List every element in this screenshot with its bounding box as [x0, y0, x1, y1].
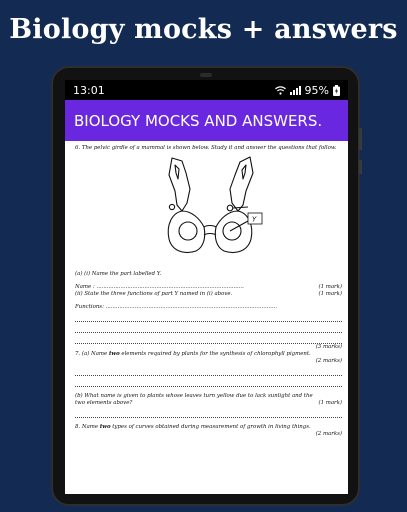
- marks-6-functions: (3 marks): [315, 344, 342, 350]
- volume-button: [359, 128, 362, 150]
- pelvic-girdle-diagram: [160, 155, 265, 265]
- question-7a-emphasis: two: [108, 351, 120, 357]
- question-8: [75, 424, 342, 431]
- name-answer-line: Name : ......................................................................................: [75, 284, 244, 290]
- functions-answer-line: Functions: ....................................................................................................: [75, 304, 277, 310]
- question-8-prefix: 8. Name: [75, 424, 100, 430]
- battery-charging-icon: [333, 85, 340, 96]
- marks-7b: (1 mark): [318, 400, 342, 406]
- status-time: 13:01: [73, 83, 105, 97]
- power-button: [359, 160, 362, 174]
- answer-line: [75, 408, 342, 418]
- camera-bar: [200, 73, 212, 77]
- question-7a: [75, 351, 342, 358]
- answer-line: [75, 323, 342, 333]
- question-6a-i: (a) (i) Name the part labelled Y.: [75, 271, 162, 277]
- marks-6a-ii: (1 mark): [318, 291, 342, 297]
- marks-6a-i: (1 mark): [318, 284, 342, 290]
- status-bar: [65, 80, 348, 100]
- figure-label-y: Y: [252, 215, 257, 224]
- marks-7a: (2 marks): [315, 358, 342, 364]
- signal-icon: [290, 86, 301, 95]
- question-7a-prefix: 7. (a) Name: [75, 351, 109, 357]
- answer-line: [75, 377, 342, 387]
- question-8-suffix: types of curves obtained during measurement of growth in living things.: [110, 424, 311, 430]
- promo-banner-title: Biology mocks + answers: [9, 14, 398, 45]
- device-screen: [65, 80, 348, 494]
- question-8-emphasis: two: [99, 424, 111, 430]
- question-6-intro: 6. The pelvic girdle of a mammal is shown below. Study it and answer the questions that follow.: [75, 145, 337, 151]
- answer-line: [75, 366, 342, 376]
- exam-document[interactable]: [65, 141, 348, 438]
- wifi-icon: [275, 86, 286, 95]
- question-6a-ii: (ii) State the three functions of part Y named in (i) above.: [75, 291, 233, 297]
- question-7b: (b) What name is given to plants whose leaves turn yellow due to lack sunlight and the two elements above?: [75, 393, 313, 406]
- battery-percent: 95%: [304, 83, 329, 97]
- app-title: BIOLOGY MOCKS AND ANSWERS.: [74, 111, 323, 130]
- marks-8: (2 marks): [315, 431, 342, 437]
- app-bar: [65, 100, 348, 141]
- tablet-frame: [51, 66, 360, 506]
- answer-line: [75, 334, 342, 344]
- answer-line: [75, 312, 342, 322]
- question-7a-suffix: elements required by plants for the synthesis of chlorophyll pigment.: [119, 351, 311, 357]
